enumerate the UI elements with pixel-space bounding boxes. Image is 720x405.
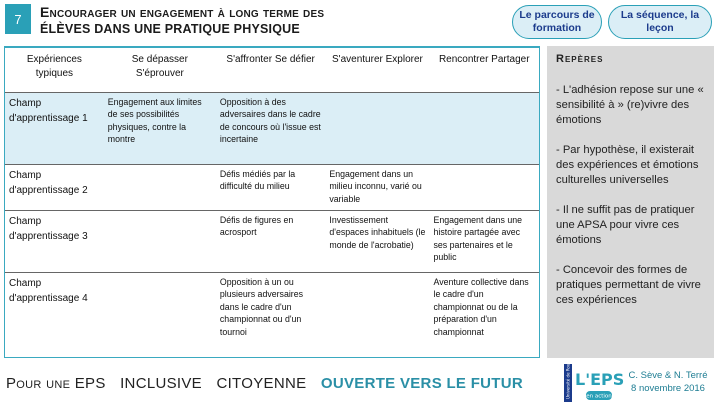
row-label: Champ d'apprentissage 2 — [5, 164, 104, 210]
table-cell: Défis médiés par la difficulté du milieu — [216, 164, 325, 210]
nav-parcours-button[interactable]: Le parcours de formation — [512, 5, 602, 39]
footer-segment-accent: OUVERTE VERS LE FUTUR — [320, 375, 524, 392]
experiences-table — [4, 46, 540, 358]
header-s-affronter: S'affronter Se défier — [216, 48, 325, 92]
header-experiences: Expériences typiques — [5, 48, 104, 92]
table-row — [5, 92, 539, 164]
page-title — [40, 4, 440, 38]
row-label: Champ d'apprentissage 3 — [5, 210, 104, 272]
reperes-item: - Par hypothèse, il existerait des expériences et émotions culturelles universelles — [556, 144, 699, 186]
footer-tagline — [6, 375, 533, 392]
table-row — [5, 164, 539, 210]
table-row — [5, 272, 539, 357]
title-line-1: Encourager un engagement à long terme des — [40, 4, 325, 20]
footer-segment: Pour une EPS — [6, 375, 106, 392]
header-se-depasser: Se dépasser S'éprouver — [104, 48, 216, 92]
logo-sub-text: en action — [586, 393, 612, 400]
reperes-panel — [547, 46, 714, 358]
table-cell — [430, 92, 540, 164]
table-cell: Engagement dans une histoire partagée avec ses partenaires et le public — [430, 210, 540, 272]
table-cell — [430, 164, 540, 210]
table-cell — [104, 272, 216, 357]
table-cell — [104, 210, 216, 272]
slide-number: 7 — [5, 4, 31, 34]
row-label: Champ d'apprentissage 1 — [5, 92, 104, 164]
header-rencontrer: Rencontrer Partager — [430, 48, 540, 92]
title-line-2: ÉLÈVES DANS UNE PRATIQUE PHYSIQUE — [40, 22, 300, 36]
footer-segment: CITOYENNE — [216, 375, 307, 392]
table-cell: Aventure collective dans le cadre d'un championnat ou de la préparation d'un championnat — [433, 276, 529, 337]
credits — [620, 369, 716, 395]
table-row — [5, 210, 539, 272]
header-s-aventurer: S'aventurer Explorer — [325, 48, 429, 92]
table-header-row — [5, 48, 539, 92]
credits-date: 8 novembre 2016 — [631, 383, 705, 394]
reperes-item: - L'adhésion repose sur une « sensibilité à » (re)vivre des émotions — [556, 84, 704, 126]
row-label: Champ d'apprentissage 4 — [9, 277, 88, 304]
table-cell: Engagement dans un milieu inconnu, varié ou variable — [325, 164, 429, 210]
table-cell — [325, 272, 429, 357]
eps-logo-icon — [564, 358, 625, 402]
credits-authors: C. Sève & N. Terré — [628, 370, 708, 381]
table-cell: Opposition à un ou plusieurs adversaires dans le cadre d'un championnat ou d'un tournoi — [219, 276, 304, 337]
reperes-item: - Il ne suffit pas de pratiquer une APSA pour vivre ces émotions — [556, 204, 695, 246]
table-cell: Opposition à des adversaires dans le cadre de concours où l'issue est incertaine — [216, 92, 325, 164]
table-cell — [104, 164, 216, 210]
nav-sequence-button[interactable]: La séquence, la leçon — [608, 5, 712, 39]
table-cell: Défis de figures en acrosport — [216, 210, 325, 272]
reperes-title: Repères — [556, 53, 604, 65]
footer-segment: INCLUSIVE — [120, 375, 202, 392]
table-cell: Investissement d'espaces inhabituels (le monde de l'acrobatie) — [325, 210, 429, 272]
table-cell: Engagement aux limites de ses possibilités physiques, contre la montre — [104, 92, 216, 164]
logo-main-text: L'EPS — [575, 370, 625, 389]
table-cell — [325, 92, 429, 164]
logo-side-text: Université de Rouen — [565, 358, 571, 399]
reperes-item: - Concevoir des formes de pratiques permettant de vivre ces expériences — [556, 264, 701, 306]
